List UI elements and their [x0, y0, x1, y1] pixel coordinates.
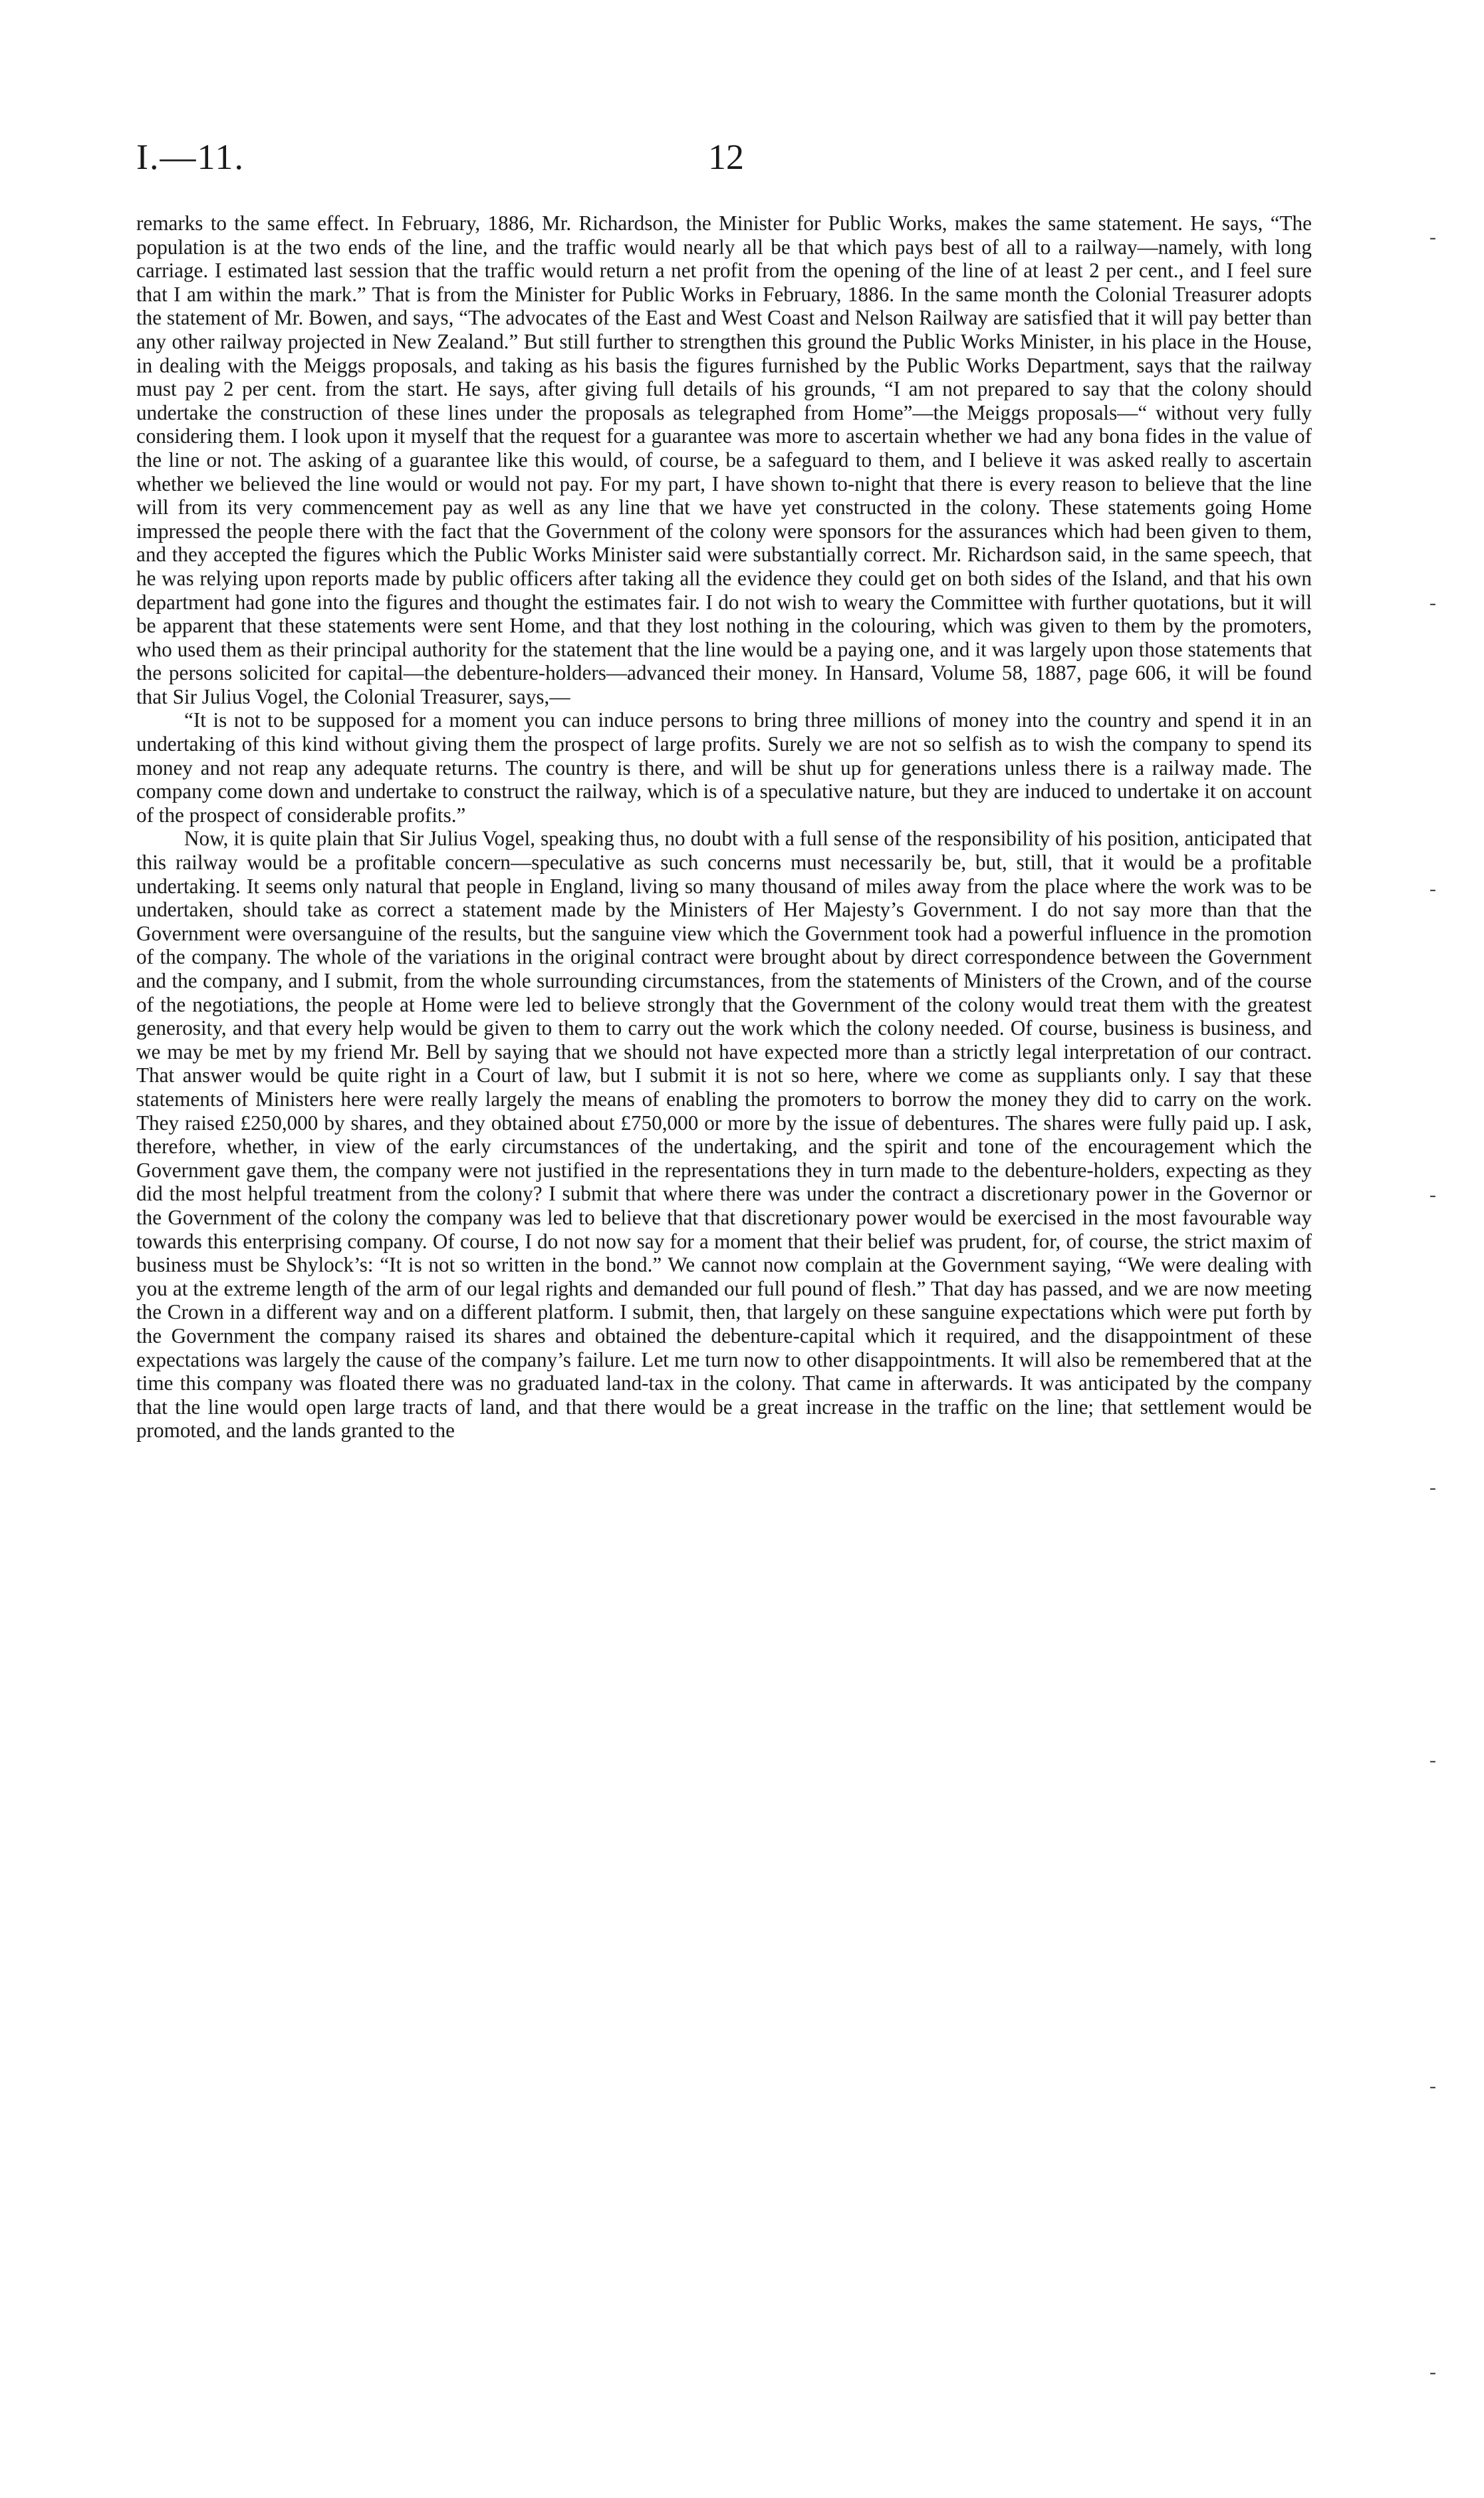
- margin-mark: -: [1429, 1184, 1436, 1206]
- margin-mark: -: [1429, 226, 1436, 248]
- margin-mark: -: [1429, 1476, 1436, 1498]
- margin-marks: [1429, 200, 1476, 2394]
- paragraph-1: remarks to the same effect. In February, 1886, Mr. Richardson, the Minister for Public Works, makes the same statement. He says, “The population is at the two ends of the line, and the traffic would nearly all be that which pays best of all to a railway—namely, with long carriage. I estimated last session that the traffic would return a net profit from the opening of the line of at least 2 per cent., and I feel sure that I am within the mark.” That is from the Minister for Public Works in February, 1886. In the same month the Colonial Treasurer adopts the statement of Mr. Bowen, and says, “The advocates of the East and West Coast and Nelson Railway are satisfied that it will pay better than any other railway projected in New Zealand.” But still further to strengthen this ground the Public Works Minister, in his place in the House, in dealing with the Meiggs proposals, and taking as his basis the figures furnished by the Public Works Department, says that the railway must pay 2 per cent. from the start. He says, after giving full details of his grounds, “I am not prepared to say that the colony should undertake the construction of these lines under the proposals as telegraphed from Home”—the Meiggs proposals—“ without very fully considering them. I look upon it myself that the request for a guarantee was more to ascertain whether we had any bona fides in the value of the line or not. The asking of a guarantee like this would, of course, be a safeguard to them, and I believe it was asked really to ascertain whether we believed the line would or would not pay. For my part, I have shown to-night that there is every reason to believe that the line will from its very commencement pay as well as any line that we have yet constructed in the colony. These statements going Home impressed the people there with the fact that the Government of the colony were sponsors for the assurances which had been given to them, and they accepted the figures which the Public Works Minister said were substantially correct. Mr. Richardson said, in the same speech, that he was relying upon reports made by public officers after taking all the evidence they could get on both sides of the Island, and that his own department had gone into the figures and thought the estimates fair. I do not wish to weary the Committee with further quotations, but it will be apparent that these statements were sent Home, and that they lost nothing in the colouring, which was given to them by the promoters, who used them as their principal authority for the statement that the line would be a paying one, and it was largely upon those statements that the persons solicited for capital—the debenture-holders—advanced their money. In Hansard, Volume 58, 1887, page 606, it will be found that Sir Julius Vogel, the Colonial Treasurer, says,—: [136, 211, 1312, 708]
- page-header: [136, 136, 1306, 190]
- document-reference: I.—11.: [136, 137, 245, 177]
- page-number: 12: [708, 137, 744, 177]
- paragraph-2: Now, it is quite plain that Sir Julius Vogel, speaking thus, no doubt with a full sense of the responsibility of his position, anticipated that this railway would be a profitable concern—speculative as such concerns must necessarily be, but, still, that it would be a profitable undertaking. It seems only natural that people in England, living so many thousand of miles away from the place where the work was to be undertaken, should take as correct a statement made by the Ministers of Her Majesty’s Government. I do not say more than that the Government were oversanguine of the results, but the sanguine view which the Government took had a powerful influence in the promotion of the company. The whole of the variations in the original contract were brought about by direct correspondence between the Government and the company, and I submit, from the whole surrounding circumstances, from the statements of Ministers of the Crown, and of the course of the negotiations, the people at Home were led to believe strongly that the Government of the colony would treat them with the greatest generosity, and that every help would be given to them to carry out the work which the colony needed. Of course, business is business, and we may be met by my friend Mr. Bell by saying that we should not have expected more than a strictly legal interpretation of our contract. That answer would be quite right in a Court of law, but I submit it is not so here, where we come as suppliants only. I say that these statements of Ministers here were really largely the means of enabling the promoters to borrow the money they did to carry on the work. They raised £250,000 by shares, and they obtained about £750,000 or more by the issue of debentures. The shares were fully paid up. I ask, therefore, whether, in view of the early circumstances of the undertaking, and the spirit and tone of the encouragement which the Government gave them, the company were not justified in the representations they in turn made to the debenture-holders, expecting as they did the most helpful treatment from the colony? I submit that where there was under the contract a discretionary power in the Governor or the Government of the colony the company was led to believe that that discretionary power would be exercised in the most favourable way towards this enterprising company. Of course, I do not now say for a moment that their belief was prudent, for, of course, the strict maxim of business must be Shylock’s: “It is not so written in the bond.” We cannot now complain at the Government saying, “We were dealing with you at the extreme length of the arm of our legal rights and demanded our full pound of flesh.” That day has passed, and we are now meeting the Crown in a different way and on a different platform. I submit, then, that largely on these sanguine expectations which were put forth by the Government the company raised its shares and obtained the debenture-capital which it required, and the disappointment of these expectations was largely the cause of the company’s failure. Let me turn now to other disappointments. It will also be remembered that at the time this company was floated there was no graduated land-tax in the colony. That came in afterwards. It was anticipated by the company that the line would open large tracts of land, and that there would be a great increase in the traffic on the line; that settlement would be promoted, and the lands granted to the: [136, 827, 1312, 1443]
- quotation-vogel: “It is not to be supposed for a moment you can induce persons to bring three millions of money into the country and spend it in an undertaking of this kind without giving them the prospect of large profits. Surely we are not so selfish as to wish the company to spend its money and not reap any adequate returns. The country is there, and will be shut up for generations unless there is a railway made. The company come down and undertake to construct the railway, which is of a speculative nature, but they are induced to undertake it on account of the prospect of considerable profits.”: [136, 708, 1312, 827]
- margin-mark: -: [1429, 1749, 1436, 1771]
- margin-mark: -: [1429, 878, 1436, 900]
- document-body: [136, 211, 1312, 1443]
- margin-mark: -: [1429, 592, 1436, 614]
- margin-mark: -: [1429, 2075, 1436, 2097]
- margin-mark: -: [1429, 2361, 1436, 2383]
